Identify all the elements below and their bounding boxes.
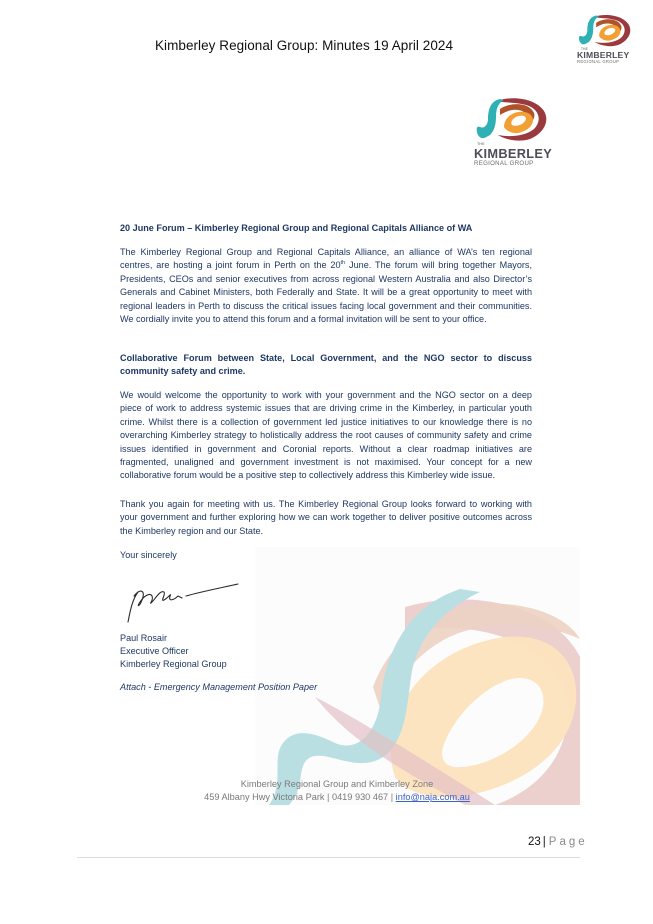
footer-email-link[interactable]: info@naja.com.au [395,792,470,803]
closing-salutation: Your sincerely [120,550,177,560]
attachment-note: Attach - Emergency Management Position Paper [120,682,318,692]
page-number [528,836,588,848]
logo-kimberley-text: KIMBERLEY [474,145,553,161]
logo-regional-group-text: REGIONAL GROUP [474,160,534,168]
logo-the-text: THE [477,142,485,146]
signatory-block [120,632,532,671]
logo-the-text: THE [581,47,588,51]
paragraph-june-forum: The Kimberley Regional Group and Regional Capitals Alliance, an alliance of WA’s ten regional centres, are hosting a joint forum in Perth on the 20th June. The forum will bring together Mayors, Presidents, CEOs and senior executives from across regional Western Australia and also Director’s Generals and Cabinet Ministers, both Federally and State. It will be a great opportunity to meet with regional leaders in Perth to discuss the critical issues facing local government and their communities. We cordially invite you to attend this forum and a formal invitation will be sent to your office. [120,247,533,325]
kimberley-swirl-icon [577,14,633,48]
logo-regional-group-text: REGIONAL GROUP [577,58,620,64]
signatory-organisation: Kimberley Regional Group [120,659,227,669]
signatory-title: Executive Officer [120,646,189,656]
footer-divider [77,857,580,858]
kimberley-logo-header [577,14,633,64]
kimberley-logo-letterhead [474,97,553,168]
section-heading-collaborative-forum: Collaborative Forum between State, Local Government, and the NGO sector to discuss community safety and crime. [120,353,532,377]
paragraph-thanks: Thank you again for meeting with us. The Kimberley Regional Group looks forward to working with your government and further exploring how we can work together to deliver positive outcomes across the Kimberley region and our State. [120,499,532,536]
signatory-name: Paul Rosair [120,633,168,643]
page-number-separator: | [542,836,546,848]
signature-image [120,578,250,626]
paragraph-collaborative-forum: We would welcome the opportunity to work with your government and the NGO sector on a deep piece of work to address systemic issues that are driving crime in the Kimberley, in particular youth crime. Whilst there is a collection of government led justice initiatives to our knowledge there is no overarching Kimberley strategy to holistically address the root causes of community safety and crime issues identified in government and Coronial reports. Without a clear roadmap initiatives are fragmented, unaligned and government investment is not maximised. Your concept for a new collaborative forum would be a positive step to collectively address this Kimberley wide issue. [120,390,532,481]
footer-contact: 459 Albany Hwy Victoria Park | 0419 930 467 | info@naja.com.au [204,792,470,803]
letter-footer-address [188,778,486,805]
footer-organisation: Kimberley Regional Group and Kimberley Zone [240,779,434,789]
page-label: Page [548,836,588,848]
document-header-title: Kimberley Regional Group: Minutes 19 April 2024 [155,38,454,53]
kimberley-swirl-icon [474,97,550,143]
page-number-value: 23 [528,836,541,848]
kimberley-watermark-icon [255,547,580,805]
logo-kimberley-text: KIMBERLEY [577,50,630,61]
section-heading-june-forum: 20 June Forum – Kimberley Regional Group and Regional Capitals Alliance of WA [120,223,473,233]
